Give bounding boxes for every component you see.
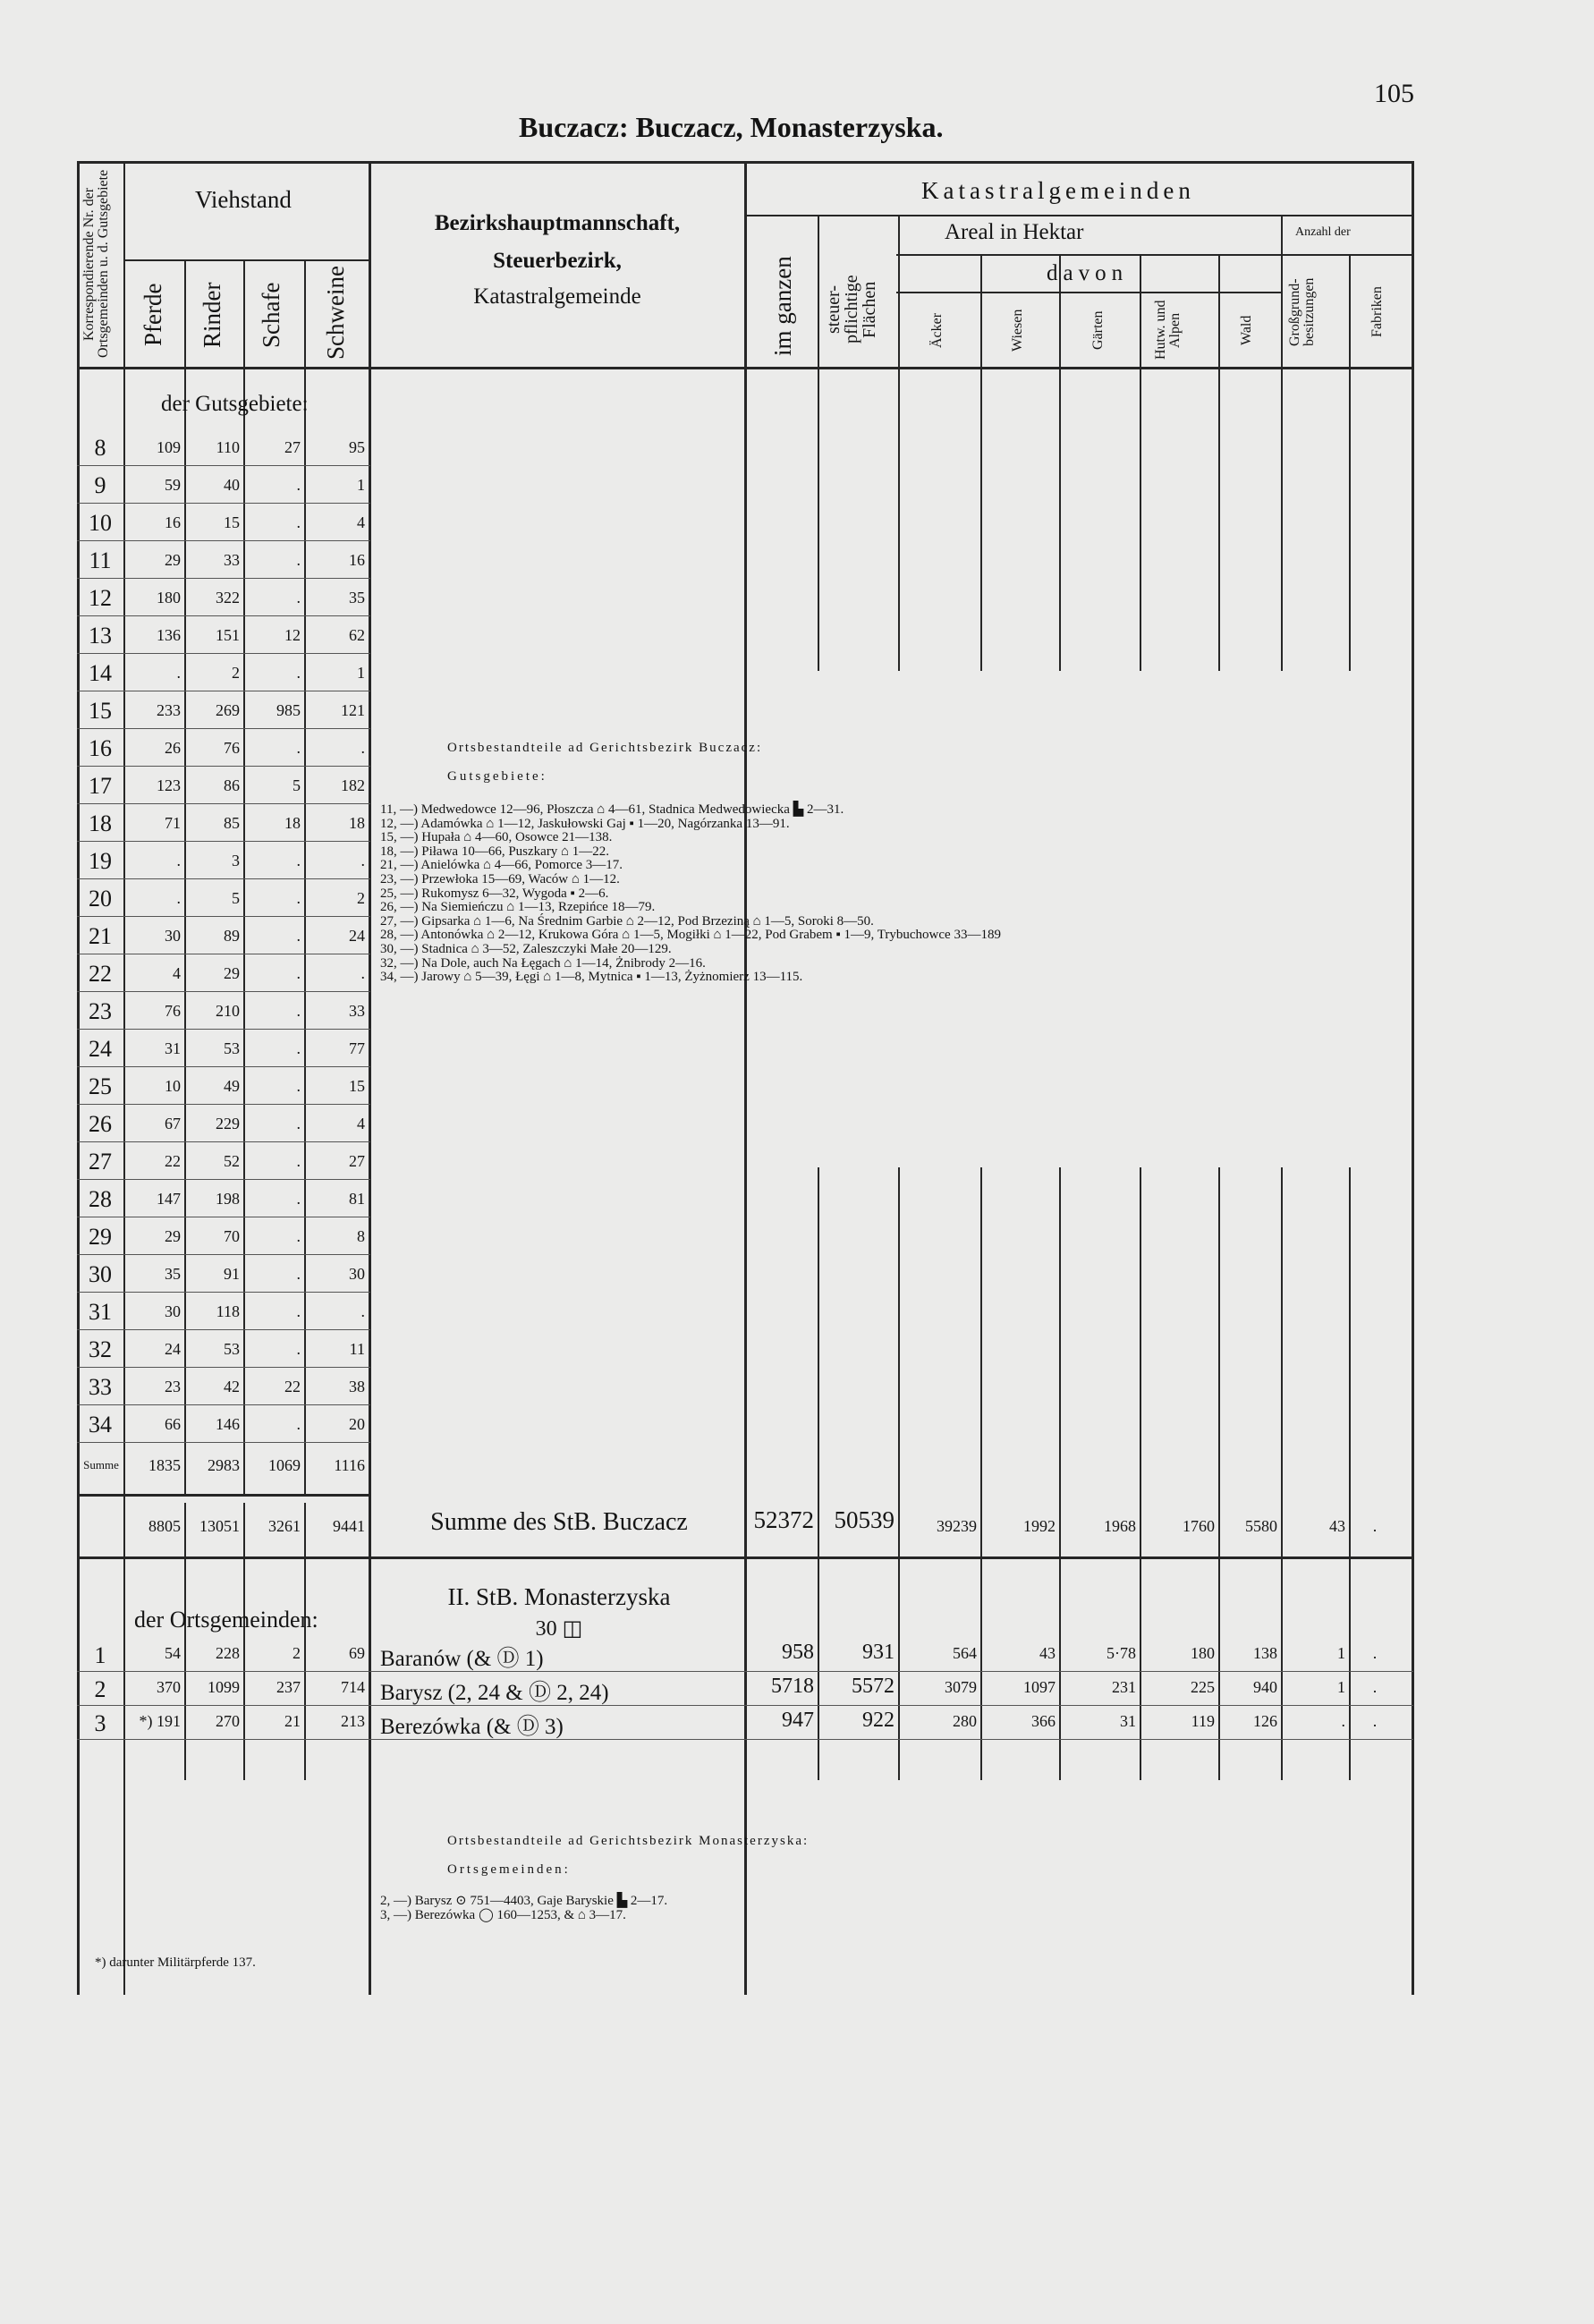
header-acker: Äcker: [929, 312, 945, 348]
cell-schweine: 1: [357, 476, 365, 494]
cell-gemeinde-name: Baranów (& Ⓓ 1): [380, 1647, 544, 1671]
cell-schweine: 213: [341, 1712, 365, 1730]
row-rule: [77, 1104, 370, 1105]
cell-schweine: 11: [349, 1340, 365, 1358]
row-rule: [77, 1329, 370, 1330]
cell-schweine: 18: [349, 814, 365, 832]
cell-schafe: .: [296, 1265, 301, 1283]
ortsbestand-buczacz-title: Ortsbestandteile ad Gerichtsbezirk Buczacz:: [447, 741, 763, 755]
row-number: 24: [89, 1036, 112, 1062]
cell-pferde: 67: [165, 1115, 181, 1132]
cell-im-ganzen: 958: [782, 1641, 814, 1664]
cell-wiesen: 1097: [1023, 1678, 1056, 1696]
cell-rinder: 3: [232, 852, 240, 869]
cell-rinder: 89: [224, 927, 240, 945]
ortsbestand-monasterzyska-sub: Ortsgemeinden:: [447, 1862, 571, 1877]
cell-rinder: 229: [216, 1115, 240, 1132]
ortsbestand-entry: 25, —) Rukomysz 6—32, Wygoda ▪ 2—6.: [380, 886, 609, 901]
cell-wiesen: 366: [1031, 1712, 1056, 1730]
cell-schweine: .: [360, 739, 365, 757]
page-number: 105: [1374, 79, 1414, 108]
cell-acker: 564: [953, 1644, 977, 1662]
row-rule: [77, 841, 370, 842]
cell-schafe: .: [296, 1115, 301, 1132]
cell-pferde: 30: [165, 1302, 181, 1320]
cell-schweine: 27: [349, 1152, 365, 1170]
cell-schweine: 15: [349, 1077, 365, 1095]
cell-steuerpfl: 922: [862, 1709, 895, 1732]
ortsbestand-entry: 32, —) Na Dole, auch Na Łęgach ⌂ 1—14, Żnibrody 2—16.: [380, 955, 706, 971]
cell-pferde: 370: [157, 1678, 181, 1696]
cell-schweine: 20: [349, 1415, 365, 1433]
row-rule: [77, 578, 370, 579]
row-number: 9: [94, 472, 106, 498]
cell-wiesen: 43: [1039, 1644, 1056, 1662]
monasterzyska-sub: 30 ◫: [535, 1617, 583, 1641]
ortsbestand-entry: 34, —) Jarowy ⌂ 5—39, Łęgi ⌂ 1—8, Mytnica ▪ 1—13, Żyżnomierz 13—115.: [380, 970, 803, 985]
row-rule: [77, 1254, 370, 1255]
cell-schafe: .: [296, 1039, 301, 1057]
row-rule: [77, 1029, 370, 1030]
row-rule: [77, 1705, 1413, 1706]
stb-summe-schweine: 9441: [333, 1517, 365, 1535]
cell-rinder: 15: [224, 513, 240, 531]
cell-schweine: 33: [349, 1002, 365, 1020]
row-rule: [77, 1179, 370, 1180]
cell-rinder: 1099: [208, 1678, 240, 1696]
cell-gaerten: 31: [1120, 1712, 1136, 1730]
cell-schafe: 22: [284, 1378, 301, 1395]
stb-summe-steuerpfl: 50539: [834, 1506, 895, 1533]
row-number: 33: [89, 1374, 112, 1400]
cell-grossgrund: 1: [1337, 1644, 1345, 1662]
row-number: 16: [89, 735, 112, 761]
cell-pferde: 233: [157, 701, 181, 719]
header-viehstand: Viehstand: [195, 186, 292, 213]
row-rule: [77, 465, 370, 466]
cell-schafe: .: [296, 927, 301, 945]
cell-schweine: 4: [357, 513, 365, 531]
ortsbestand-entry: 26, —) Na Siemieńczu ⌂ 1—13, Rzepińce 18—79.: [380, 900, 656, 915]
row-number: 19: [89, 848, 112, 874]
cell-schafe: 5: [293, 776, 301, 794]
ortsbestand-monasterzyska-title: Ortsbestandteile ad Gerichtsbezirk Monasterzyska:: [447, 1834, 810, 1848]
row-number: 28: [89, 1186, 112, 1212]
stb-summe-fabriken: .: [1372, 1517, 1378, 1535]
row-number: 10: [89, 510, 112, 536]
cell-rinder: 53: [224, 1340, 240, 1358]
cell-schafe: .: [296, 1302, 301, 1320]
cell-steuerpfl: 5572: [852, 1675, 895, 1698]
header-wald: Wald: [1239, 315, 1254, 345]
cell-schweine: 24: [349, 927, 365, 945]
row-number: 27: [89, 1149, 112, 1175]
cell-schafe: 2: [293, 1644, 301, 1662]
cell-rinder: 85: [224, 814, 240, 832]
cell-rinder: 86: [224, 776, 240, 794]
row-number: 31: [89, 1299, 112, 1325]
cell-pferde: 180: [157, 589, 181, 606]
ortsbestand-entry: 23, —) Przewłoka 15—69, Waców ⌂ 1—12.: [380, 871, 620, 886]
cell-grossgrund: .: [1341, 1712, 1345, 1730]
summe-schafe: 1069: [268, 1456, 301, 1474]
cell-pferde: 4: [173, 964, 181, 982]
row-number: 11: [89, 547, 112, 573]
row-number: 26: [89, 1111, 112, 1137]
cell-pferde: 16: [165, 513, 181, 531]
cell-schweine: .: [360, 964, 365, 982]
cell-im-ganzen: 947: [782, 1709, 814, 1732]
cell-rinder: 49: [224, 1077, 240, 1095]
stb-summe-gaerten: 1968: [1104, 1517, 1136, 1535]
cell-schweine: 35: [349, 589, 365, 606]
header-bezirk-line3: Katastralgemeinde: [473, 284, 641, 309]
cell-pferde: 71: [165, 814, 181, 832]
header-pferde: Pferde: [140, 283, 166, 347]
row-number: 18: [89, 810, 112, 836]
header-hutw: Hutw. und Alpen: [1153, 300, 1183, 360]
row-rule: [77, 1671, 1413, 1672]
row-rule: [77, 1739, 1413, 1740]
cell-pferde: *) 191: [139, 1712, 181, 1730]
cell-fabriken: .: [1372, 1712, 1378, 1730]
cell-schafe: .: [296, 1077, 301, 1095]
cell-pferde: 23: [165, 1378, 181, 1395]
stb-summe-pferde: 8805: [148, 1517, 181, 1535]
row-number: 1: [94, 1642, 106, 1668]
cell-rinder: 270: [216, 1712, 240, 1730]
summe-rinder: 2983: [208, 1456, 240, 1474]
cell-rinder: 33: [224, 551, 240, 569]
cell-pferde: 29: [165, 551, 181, 569]
ortsbestand-entry: 2, —) Barysz ⊙ 751—4403, Gaje Baryskie ▙ 2—17.: [380, 1894, 668, 1908]
cell-pferde: 22: [165, 1152, 181, 1170]
ortsbestand-entry: 15, —) Hupała ⌂ 4—60, Osowce 21—138.: [380, 830, 613, 845]
row-rule: [77, 540, 370, 541]
cell-pferde: 76: [165, 1002, 181, 1020]
ortsbestand-entry: 18, —) Piława 10—66, Puszkary ⌂ 1—22.: [380, 844, 610, 859]
cell-fabriken: .: [1372, 1678, 1378, 1696]
cell-schweine: 2: [357, 889, 365, 907]
cell-schweine: 69: [349, 1644, 365, 1662]
row-number: 8: [94, 435, 106, 461]
cell-pferde: 109: [157, 438, 181, 456]
cell-acker: 3079: [945, 1678, 977, 1696]
cell-schafe: .: [296, 1152, 301, 1170]
ortsbestand-entry: 3, —) Berezówka ◯ 160—1253, & ⌂ 3—17.: [380, 1907, 626, 1922]
cell-schafe: .: [296, 739, 301, 757]
header-bezirk-line2: Steuerbezirk,: [493, 249, 622, 273]
header-anzahl: Anzahl der: [1295, 225, 1351, 239]
cell-rinder: 151: [216, 626, 240, 644]
row-number: 2: [94, 1676, 106, 1702]
cell-hutw: 225: [1191, 1678, 1215, 1696]
cell-hutw: 119: [1191, 1712, 1215, 1730]
stb-summe-rinder: 13051: [199, 1517, 240, 1535]
header-schweine: Schweine: [322, 266, 349, 360]
row-number: 15: [89, 698, 112, 724]
cell-schafe: 985: [276, 701, 301, 719]
cell-schweine: .: [360, 852, 365, 869]
row-rule: [77, 803, 370, 804]
cell-pferde: 147: [157, 1190, 181, 1208]
cell-gaerten: 5·78: [1106, 1644, 1136, 1662]
cell-schafe: .: [296, 852, 301, 869]
cell-schweine: 1: [357, 664, 365, 682]
cell-schweine: 714: [341, 1678, 365, 1696]
gutsgebiete-label: der Gutsgebiete:: [161, 392, 309, 416]
cell-schweine: 121: [341, 701, 365, 719]
cell-schafe: .: [296, 513, 301, 531]
stb-summe-wiesen: 1992: [1023, 1517, 1056, 1535]
cell-schafe: .: [296, 551, 301, 569]
cell-schafe: 27: [284, 438, 301, 456]
cell-pferde: 35: [165, 1265, 181, 1283]
cell-rinder: 53: [224, 1039, 240, 1057]
cell-gemeinde-name: Barysz (2, 24 & Ⓓ 2, 24): [380, 1681, 609, 1705]
row-rule: [77, 728, 370, 729]
cell-rinder: 70: [224, 1227, 240, 1245]
summe-schweine: 1116: [334, 1456, 365, 1474]
cell-pferde: 54: [165, 1644, 181, 1662]
cell-gaerten: 231: [1112, 1678, 1136, 1696]
ortsgemeinden-label: der Ortsgemeinden:: [134, 1607, 318, 1633]
row-number: 12: [89, 585, 112, 611]
cell-schafe: 18: [284, 814, 301, 832]
cell-pferde: 24: [165, 1340, 181, 1358]
stb-summe-label: [380, 1508, 738, 1537]
cell-rinder: 52: [224, 1152, 240, 1170]
stb-summe-schafe: 3261: [268, 1517, 301, 1535]
cell-im-ganzen: 5718: [771, 1675, 814, 1698]
row-number: 25: [89, 1073, 112, 1099]
monasterzyska-heading: II. StB. Monasterzyska: [447, 1583, 671, 1610]
cell-schweine: 4: [357, 1115, 365, 1132]
stb-summe-im-ganzen: 52372: [753, 1506, 814, 1533]
row-number: 20: [89, 886, 112, 912]
cell-schweine: 62: [349, 626, 365, 644]
row-number: 14: [89, 660, 112, 686]
row-rule: [77, 1066, 370, 1067]
cell-schafe: .: [296, 1190, 301, 1208]
row-number: 22: [89, 961, 112, 987]
cell-rinder: 40: [224, 476, 240, 494]
cell-schafe: .: [296, 1002, 301, 1020]
cell-pferde: 66: [165, 1415, 181, 1433]
cell-rinder: 146: [216, 1415, 240, 1433]
cell-schafe: .: [296, 1340, 301, 1358]
row-number: 3: [94, 1710, 106, 1736]
cell-schweine: 81: [349, 1190, 365, 1208]
cell-acker: 280: [953, 1712, 977, 1730]
header-reference-column: Korrespondierende Nr. der Ortsgemeinden u. d. Gutsgebiete: [81, 169, 111, 359]
cell-schafe: .: [296, 889, 301, 907]
cell-schafe: .: [296, 964, 301, 982]
cell-pferde: .: [176, 852, 181, 869]
cell-rinder: 42: [224, 1378, 240, 1395]
row-rule: [77, 878, 370, 879]
header-gaerten: Gärten: [1090, 310, 1106, 350]
summe-pferde: 1835: [148, 1456, 181, 1474]
header-rinder: Rinder: [199, 282, 225, 348]
cell-steuerpfl: 931: [862, 1641, 895, 1664]
cell-pferde: 59: [165, 476, 181, 494]
cell-pferde: 10: [165, 1077, 181, 1095]
row-rule: [77, 653, 370, 654]
cell-schweine: 77: [349, 1039, 365, 1057]
cell-pferde: .: [176, 889, 181, 907]
cell-schafe: .: [296, 589, 301, 606]
row-rule: [77, 1367, 370, 1368]
row-number: 13: [89, 623, 112, 649]
row-rule: [77, 766, 370, 767]
ortsbestand-entry: 27, —) Gipsarka ⌂ 1—6, Na Średnim Garbie ⌂ 2—12, Pod Brzeziną ⌂ 1—5, Soroki 8—50.: [380, 913, 874, 929]
cell-wald: 126: [1253, 1712, 1277, 1730]
cell-rinder: 2: [232, 664, 240, 682]
cell-rinder: 210: [216, 1002, 240, 1020]
row-rule: [77, 916, 370, 917]
ortsbestand-buczacz-list: [380, 803, 1001, 985]
row-number: 29: [89, 1224, 112, 1250]
ortsbestand-entry: 28, —) Antonówka ⌂ 2—12, Krukowa Góra ⌂ 1—5, Mogiłki ⌂ 1—22, Pod Grabem ▪ 1—9, Trybuchowce 33—189: [380, 928, 1001, 943]
stb-summe-hutw: 1760: [1183, 1517, 1215, 1535]
cell-schafe: .: [296, 664, 301, 682]
cell-schafe: 21: [284, 1712, 301, 1730]
cell-schafe: .: [296, 476, 301, 494]
cell-grossgrund: 1: [1337, 1678, 1345, 1696]
cell-wald: 940: [1253, 1678, 1277, 1696]
header-fabriken: Fabriken: [1369, 286, 1385, 338]
cell-pferde: .: [176, 664, 181, 682]
row-number: 32: [89, 1336, 112, 1362]
ortsbestand-buczacz-sub: Gutsgebiete:: [447, 769, 547, 784]
cell-rinder: 29: [224, 964, 240, 982]
cell-pferde: 31: [165, 1039, 181, 1057]
page-title: Buczacz: Buczacz, Monasterzyska.: [519, 111, 944, 143]
header-davon: davon: [1047, 261, 1129, 285]
cell-rinder: 322: [216, 589, 240, 606]
cell-schafe: .: [296, 1415, 301, 1433]
cell-fabriken: .: [1372, 1644, 1378, 1662]
row-rule: [77, 1292, 370, 1293]
header-grossgrund: Großgrund-besitzungen: [1287, 277, 1317, 347]
header-bezirk-line1: Bezirkshauptmannschaft,: [434, 211, 681, 235]
cell-rinder: 118: [216, 1302, 240, 1320]
ortsbestand-monasterzyska-list: [380, 1895, 667, 1922]
summe-label: Summe: [83, 1458, 119, 1472]
header-wiesen: Wiesen: [1010, 309, 1025, 352]
header-katastralgemeinden: Katastralgemeinden: [921, 177, 1195, 204]
cell-wald: 138: [1253, 1644, 1277, 1662]
cell-pferde: 26: [165, 739, 181, 757]
row-number: 17: [89, 773, 112, 799]
ortsbestand-entry: 11, —) Medwedowce 12—96, Płoszcza ⌂ 4—61, Stadnica Medwedowiecka ▙ 2—31.: [380, 802, 844, 817]
row-number: 23: [89, 998, 112, 1024]
row-rule: [77, 991, 370, 992]
header-steuerpflichtige: steuer-pflichtige Flächen: [824, 275, 879, 344]
cell-schafe: 12: [284, 626, 301, 644]
cell-schweine: 16: [349, 551, 365, 569]
row-rule: [77, 615, 370, 616]
ortsbestand-entry: 12, —) Adamówka ⌂ 1—12, Jaskułowski Gaj ▪ 1—20, Nagórzanka 13—91.: [380, 816, 790, 831]
row-rule: [77, 1141, 370, 1142]
cell-schafe: 237: [276, 1678, 301, 1696]
row-rule: [77, 503, 370, 504]
row-number: 30: [89, 1261, 112, 1287]
stb-summe-label-text: Summe des StB. Buczacz: [430, 1508, 688, 1536]
footnote: *) darunter Militärpferde 137.: [95, 1955, 256, 1970]
cell-pferde: 29: [165, 1227, 181, 1245]
cell-rinder: 228: [216, 1644, 240, 1662]
cell-rinder: 5: [232, 889, 240, 907]
cell-schweine: 38: [349, 1378, 365, 1395]
cell-gemeinde-name: Berezówka (& Ⓓ 3): [380, 1715, 564, 1739]
cell-schweine: .: [360, 1302, 365, 1320]
ortsbestand-entry: 21, —) Anielówka ⌂ 4—66, Pomorce 3—17.: [380, 858, 623, 873]
row-rule: [77, 1442, 370, 1443]
cell-hutw: 180: [1191, 1644, 1215, 1662]
stb-summe-grossgrund: 43: [1329, 1517, 1345, 1535]
ortsbestand-entry: 30, —) Stadnica ⌂ 3—52, Zaleszczyki Małe 20—129.: [380, 941, 672, 956]
cell-rinder: 76: [224, 739, 240, 757]
row-rule: [77, 1404, 370, 1405]
cell-schweine: 8: [357, 1227, 365, 1245]
cell-rinder: 110: [216, 438, 240, 456]
cell-rinder: 198: [216, 1190, 240, 1208]
header-areal: Areal in Hektar: [945, 220, 1084, 244]
cell-schweine: 30: [349, 1265, 365, 1283]
header-schafe: Schafe: [258, 282, 284, 348]
cell-schweine: 182: [341, 776, 365, 794]
cell-rinder: 91: [224, 1265, 240, 1283]
cell-rinder: 269: [216, 701, 240, 719]
stb-summe-wald: 5580: [1245, 1517, 1277, 1535]
cell-schafe: .: [296, 1227, 301, 1245]
stb-summe-acker: 39239: [937, 1517, 977, 1535]
header-im-ganzen: im ganzen: [769, 256, 796, 356]
cell-pferde: 136: [157, 626, 181, 644]
cell-schweine: 95: [349, 438, 365, 456]
row-number: 21: [89, 923, 112, 949]
cell-pferde: 30: [165, 927, 181, 945]
cell-pferde: 123: [157, 776, 181, 794]
row-number: 34: [89, 1412, 112, 1438]
